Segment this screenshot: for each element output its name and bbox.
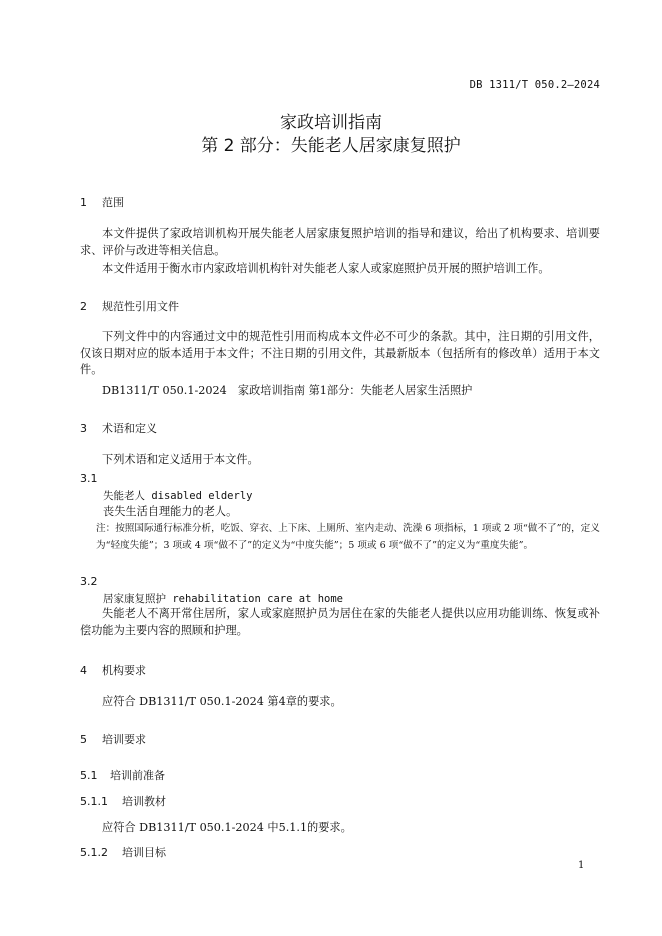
normative-reference: DB1311/T 050.1-2024 家政培训指南 第1部分：失能老人居家生活照护: [102, 384, 473, 397]
section-5-1-1-paragraph: 应符合 DB1311/T 050.1-2024 中5.1.1的要求。: [102, 821, 352, 834]
page-number: 1: [578, 860, 585, 871]
section-number: 1: [80, 196, 87, 209]
section-number: 3: [80, 422, 87, 435]
note-label: 注：: [96, 523, 116, 534]
section-title: 机构要求: [102, 664, 146, 677]
scope-paragraph-1: 本文件提供了家政培训机构开展失能老人居家康复照护培训的指导和建议，给出了机构要求、培训要求、评价与改进等相关信息。: [80, 227, 600, 257]
section-title: 培训目标: [122, 846, 166, 859]
terms-intro: 下列术语和定义适用于本文件。: [102, 453, 259, 466]
section-5-heading: [80, 731, 146, 747]
term-3-1-definition: 丧失生活自理能力的老人。: [103, 505, 238, 518]
note-text: 按照国际通行标准分析，吃饭、穿衣、上下床、上厕所、室内走动、洗澡 6 项指标，1 项或 2 项“做不了”的，定义为“轻度失能”；3 项或 4 项“做不了”的定义为“中度失能”；5 项或 6 项“做不了”的定义为“重度失能”。: [96, 523, 600, 551]
term-3-2-name: 居家康复照护 rehabilitation care at home: [103, 593, 344, 605]
section-1-heading: [80, 194, 124, 210]
section-title: 术语和定义: [102, 422, 157, 435]
section-title: 范围: [102, 196, 124, 209]
section-number: 5: [80, 733, 87, 746]
term-3-1-note: [96, 520, 600, 554]
term-3-1-number: 3.1: [80, 472, 98, 485]
section-4-heading: [80, 662, 146, 678]
term-3-1-name: 失能老人 disabled elderly: [103, 490, 253, 502]
section-number: 4: [80, 664, 87, 677]
section-title: 培训前准备: [110, 769, 165, 782]
standard-number: DB 1311/T 050.2—2024: [469, 79, 600, 91]
section-2-heading: [80, 298, 179, 314]
section-3-heading: [80, 420, 157, 436]
institution-paragraph: 应符合 DB1311/T 050.1-2024 第4章的要求。: [102, 695, 342, 708]
section-5-1-heading: [80, 767, 165, 783]
section-number: 5.1.1: [80, 795, 108, 808]
section-number: 5.1: [80, 769, 98, 782]
section-5-1-1-heading: [80, 793, 166, 809]
document-title: 家政培训指南: [280, 113, 382, 133]
section-number: 5.1.2: [80, 846, 108, 859]
document-subtitle: 第 2 部分：失能老人居家康复照护: [201, 136, 461, 156]
normative-paragraph: 下列文件中的内容通过文中的规范性引用而构成本文件必不可少的条款。其中，注日期的引用文件，仅该日期对应的版本适用于本文件；不注日期的引用文件，其最新版本（包括所有的修改单）适用于本文件。: [80, 330, 600, 376]
scope-paragraph-2: 本文件适用于衡水市内家政培训机构针对失能老人家人或家庭照护员开展的照护培训工作。: [102, 262, 550, 275]
term-3-2-definition: 失能老人不离开常住居所，家人或家庭照护员为居住在家的失能老人提供以应用功能训练、恢复或补偿功能为主要内容的照顾和护理。: [80, 607, 600, 637]
section-title: 培训教材: [122, 795, 166, 808]
section-title: 培训要求: [102, 733, 146, 746]
term-3-2-number: 3.2: [80, 575, 98, 588]
section-title: 规范性引用文件: [102, 300, 179, 313]
section-number: 2: [80, 300, 87, 313]
section-5-1-2-heading: [80, 844, 166, 860]
